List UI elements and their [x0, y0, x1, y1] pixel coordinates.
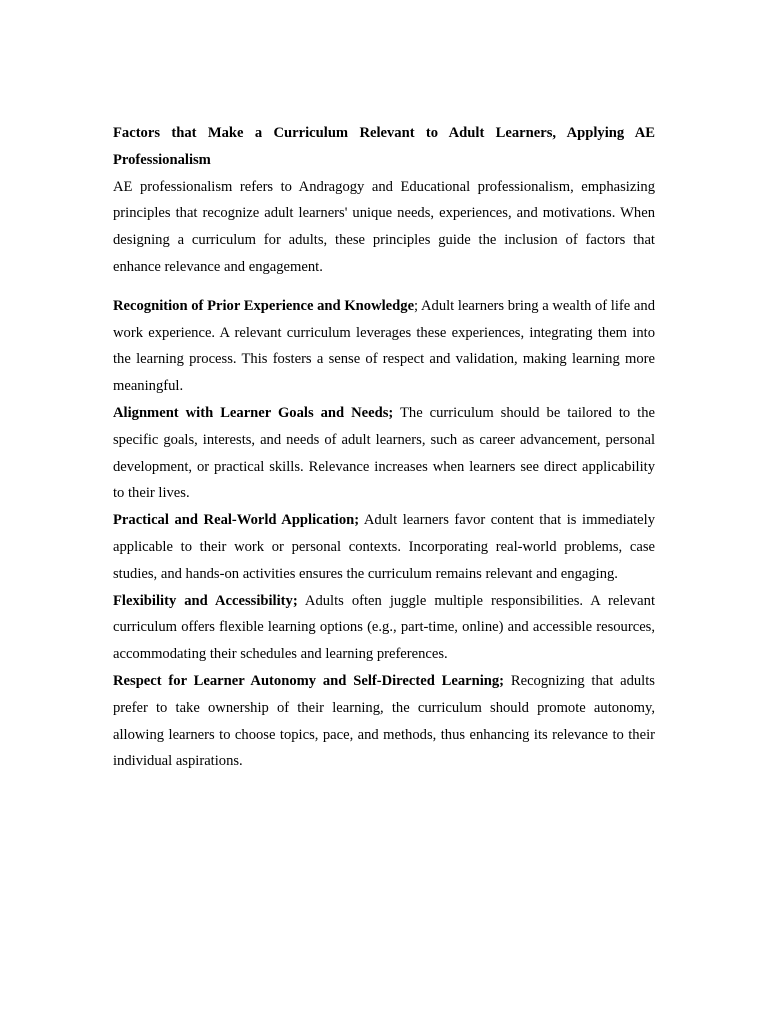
factor-paragraph-prior-experience	[113, 293, 655, 400]
factor-body: Recognizing that adults prefer to take ownership of their learning, the curriculum should promote autonomy, allowing learners to choose topics, pace, and methods, thus enhancing its relevance to their individual aspirations.	[113, 672, 655, 770]
factor-paragraph-autonomy	[113, 668, 655, 775]
factor-body: Adult learners bring a wealth of life and work experience. A relevant curriculum leverages these experiences, integrating them into the learning process. This fosters a sense of respect and validation, making learning more meaningful.	[113, 297, 655, 395]
factor-body: Adult learners favor content that is immediately applicable to their work or personal contexts. Incorporating real-world problems, case studies, and hands-on activities ensures the curriculum remains relevant and engaging.	[113, 512, 655, 582]
factor-paragraph-real-world	[113, 507, 655, 587]
document-page	[113, 120, 655, 775]
factor-body: The curriculum should be tailored to the specific goals, interests, and needs of adult learners, such as career advancement, personal development, or practical skills. Relevance increases when learners see direct applicability to their lives.	[113, 404, 655, 502]
factor-heading: Flexibility and Accessibility;	[113, 592, 298, 609]
factor-separator	[504, 673, 511, 689]
factor-separator	[393, 405, 400, 421]
paragraph-gap	[113, 281, 655, 293]
factor-separator	[298, 593, 305, 609]
factor-heading: Alignment with Learner Goals and Needs;	[113, 404, 394, 421]
factor-paragraph-learner-goals	[113, 400, 655, 507]
factor-paragraph-flexibility	[113, 588, 655, 668]
factor-heading: Respect for Learner Autonomy and Self-Directed Learning;	[113, 672, 505, 689]
factor-body: Adults often juggle multiple responsibilities. A relevant curriculum offers flexible learning options (e.g., part-time, online) and accessible resources, accommodating their schedules and learning preferences.	[113, 592, 656, 663]
factor-heading: Recognition of Prior Experience and Knowledge	[113, 297, 415, 314]
intro-paragraph: AE professionalism refers to Andragogy and Educational professionalism, emphasizing principles that recognize adult learners' unique needs, experiences, and motivations. When designing a curriculum for adults, these principles guide the inclusion of factors that enhance relevance and engagement.	[113, 178, 655, 275]
document-title: Factors that Make a Curriculum Relevant to Adult Learners, Applying AE Professionalism	[113, 125, 655, 168]
factor-separator: ;	[414, 297, 421, 314]
factor-heading: Practical and Real-World Application;	[113, 512, 360, 529]
